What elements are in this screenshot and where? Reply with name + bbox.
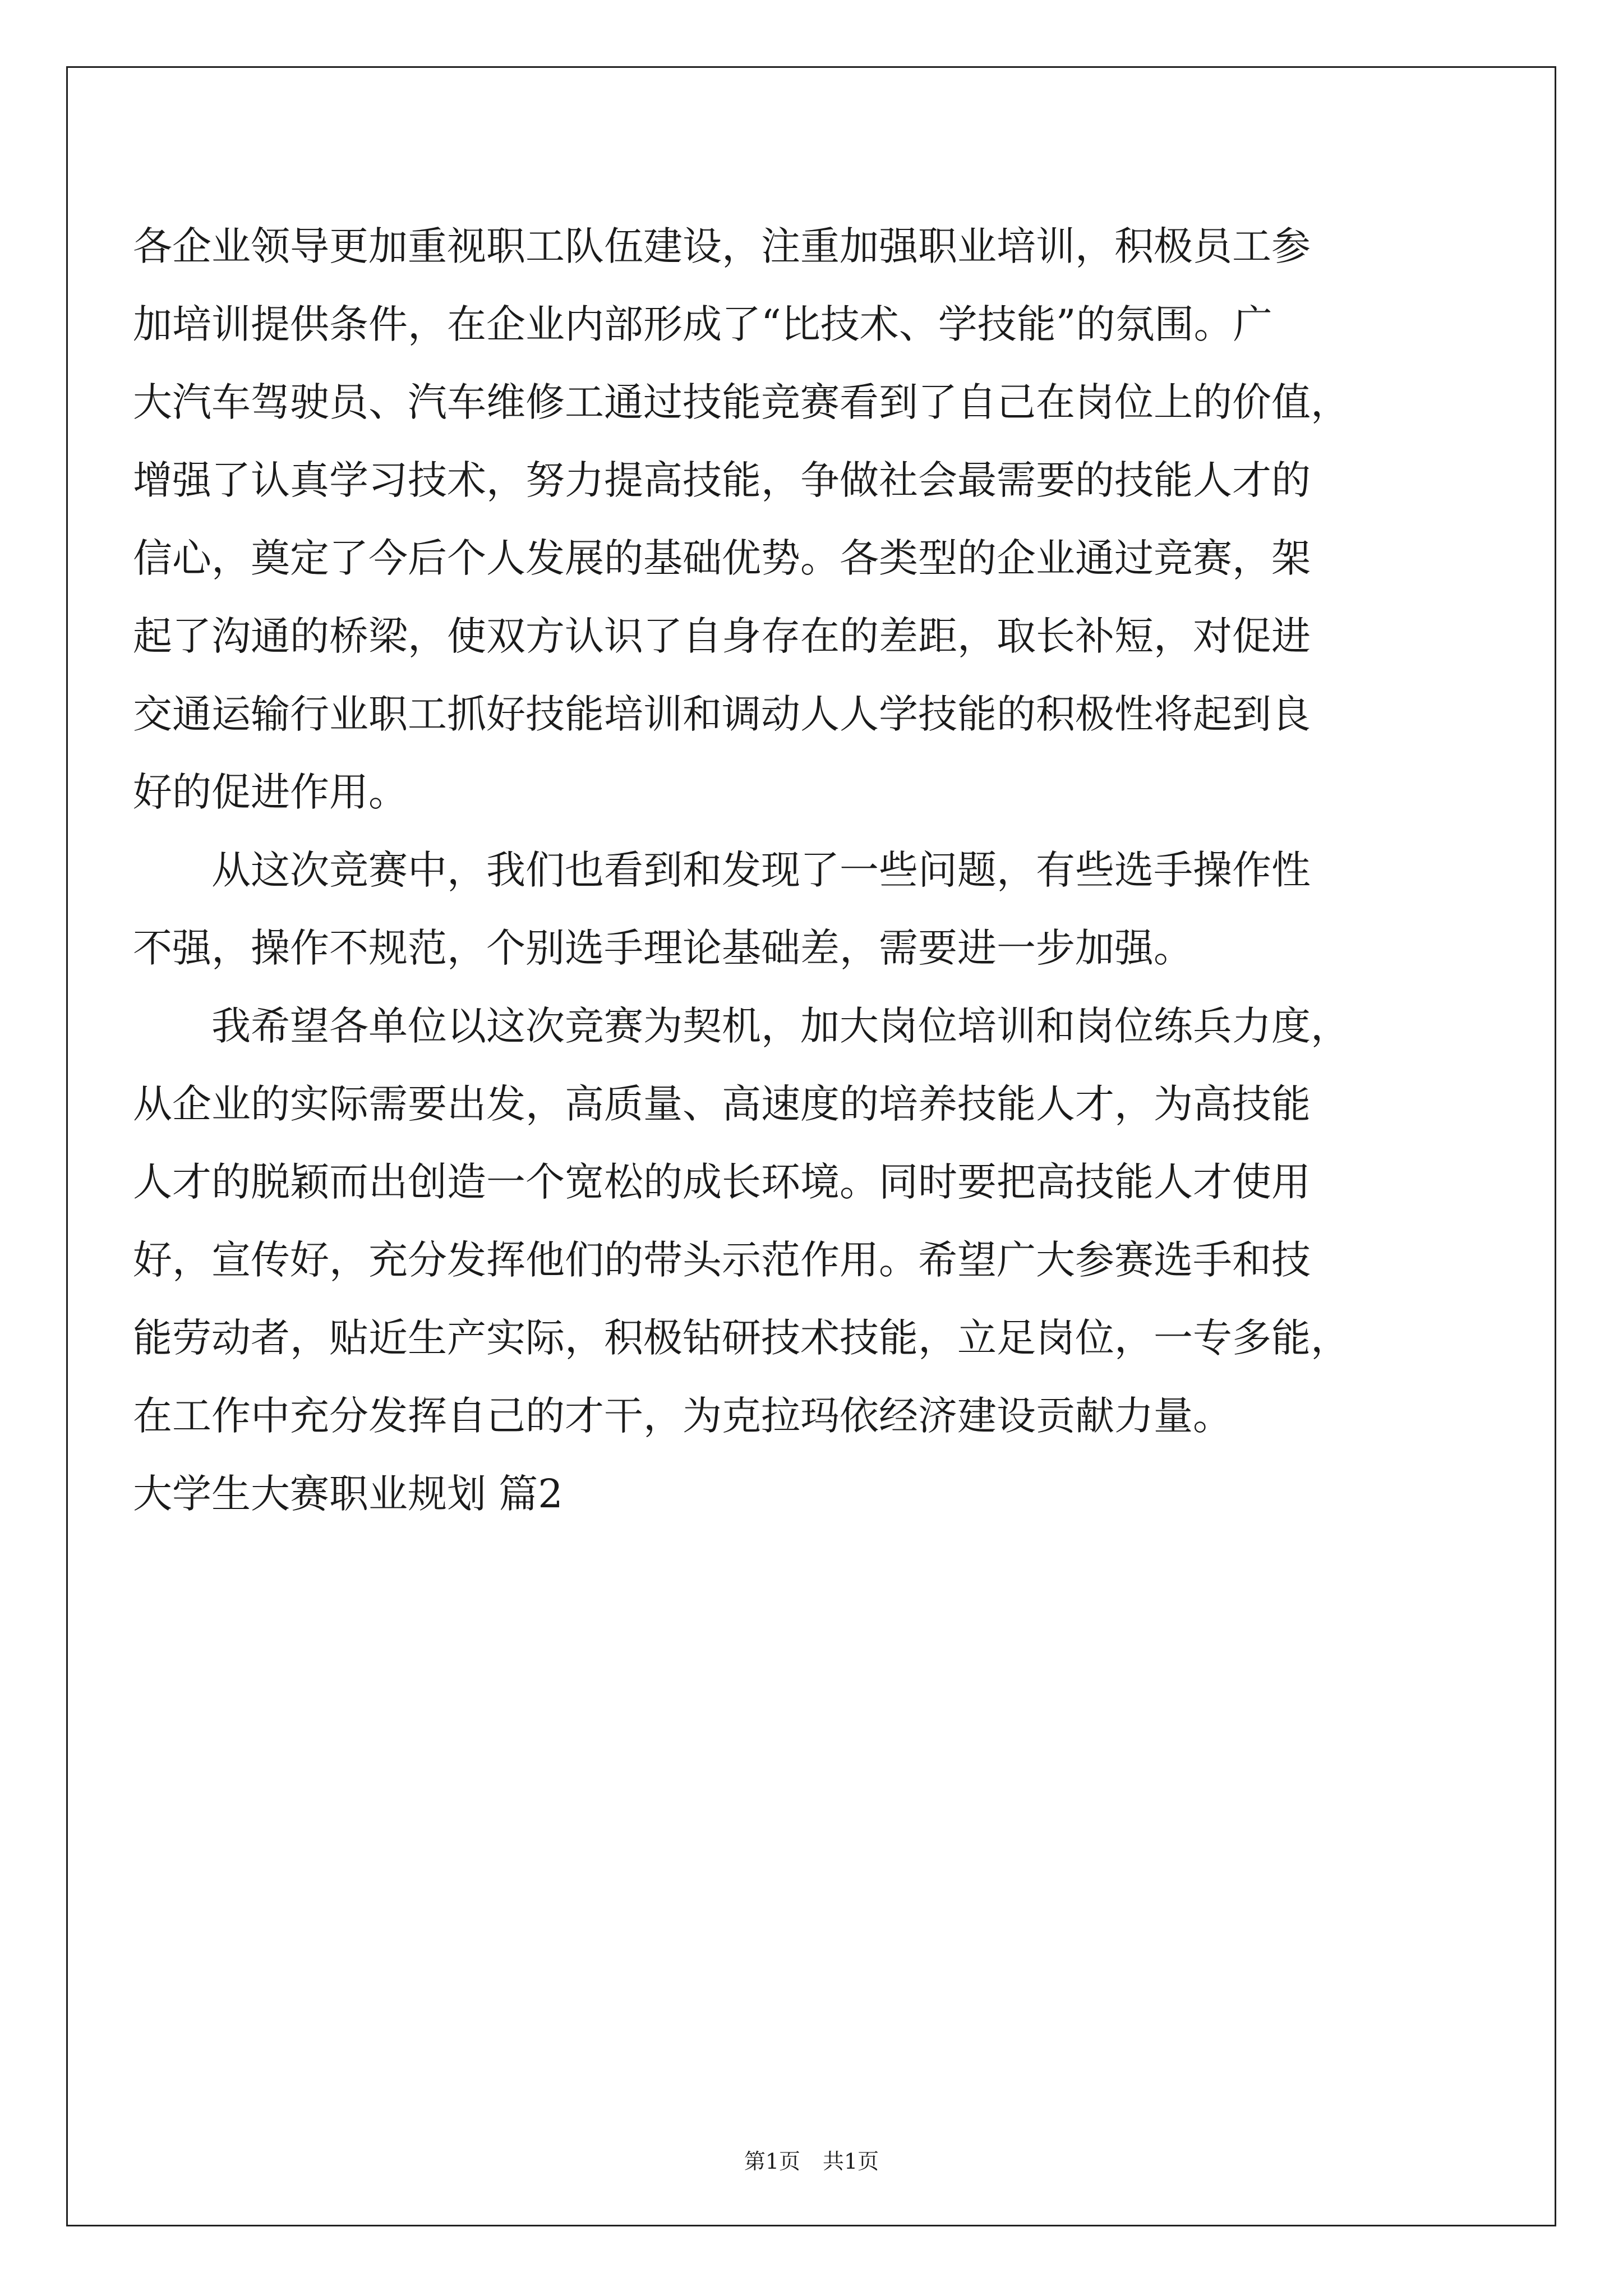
text-line: 各企业领导更加重视职工队伍建设，注重加强职业培训，积极员工参 (133, 223, 1311, 269)
text-line: 从企业的实际需要出发，高质量、高速度的培养技能人才，为高技能 (133, 1081, 1311, 1127)
text-line: 交通运输行业职工抓好技能培训和调动人人学技能的积极性将起到良 (133, 691, 1311, 737)
page-total: 共1页 (823, 2149, 879, 2174)
section-heading: 大学生大赛职业规划 篇2 (133, 1471, 563, 1517)
text-line: 信心，奠定了今后个人发展的基础优势。各类型的企业通过竞赛，架 (133, 535, 1311, 581)
text-line: 加培训提供条件，在企业内部形成了“比技术、学技能”的氛围。广 (133, 301, 1272, 347)
text-line: 增强了认真学习技术，努力提高技能，争做社会最需要的技能人才的 (133, 457, 1311, 503)
text-line: 好的促进作用。 (133, 769, 408, 815)
text-line: 不强，操作不规范，个别选手理论基础差，需要进一步加强。 (133, 925, 1193, 971)
page-number: 第1页 (744, 2149, 800, 2174)
text-line: 我希望各单位以这次竞赛为契机，加大岗位培训和岗位练兵力度， (211, 1003, 1350, 1049)
text-line: 大汽车驾驶员、汽车维修工通过技能竞赛看到了自己在岗位上的价值， (133, 379, 1350, 425)
text-line: 起了沟通的桥梁，使双方认识了自身存在的差距，取长补短，对促进 (133, 613, 1311, 659)
text-line: 人才的脱颖而出创造一个宽松的成长环境。同时要把高技能人才使用 (133, 1159, 1311, 1205)
text-line: 从这次竞赛中，我们也看到和发现了一些问题，有些选手操作性 (211, 847, 1311, 893)
text-line: 好，宣传好，充分发挥他们的带头示范作用。希望广大参赛选手和技 (133, 1237, 1311, 1283)
page-footer (0, 2147, 1623, 2175)
text-line: 在工作中充分发挥自己的才干，为克拉玛依经济建设贡献力量。 (133, 1393, 1232, 1439)
text-line: 能劳动者，贴近生产实际，积极钻研技术技能，立足岗位，一专多能， (133, 1315, 1350, 1361)
